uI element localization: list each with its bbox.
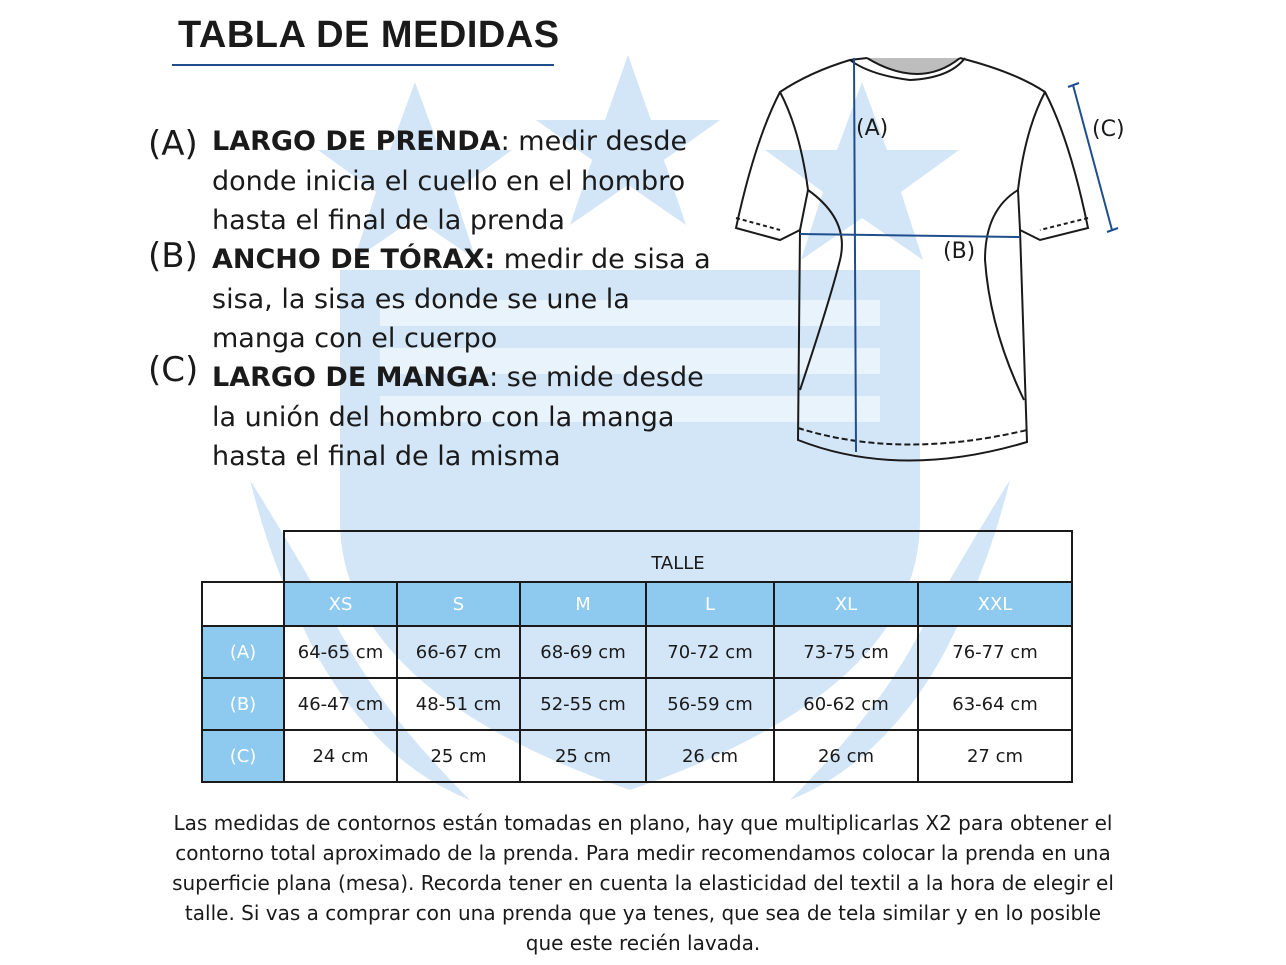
row-label: (B): [202, 678, 284, 730]
definition-c: [212, 358, 712, 477]
table-cell: 46-47 cm: [284, 678, 397, 730]
measurement-note: Las medidas de contornos están tomadas en plano, hay que multiplicarlas X2 para obtener el contorno total aproximado de la prenda. Para medir recomendamos colocar la prenda en una superficie plana (mesa). Recorda tener en cuenta la elasticidad del textil a la hora de elegir el talle. Si vas a comprar con una prenda que ya tenes, que sea de tela similar y en lo posible que este recién lavada.: [172, 811, 1114, 955]
table-cell: 73-75 cm: [774, 626, 918, 678]
table-cell: 26 cm: [774, 730, 918, 782]
tshirt-diagram: [728, 46, 1138, 480]
definition-letter-a: (A): [148, 124, 198, 164]
definition-sep: :: [500, 126, 510, 157]
diagram-label-a: (A): [856, 116, 889, 141]
definition-term: ANCHO DE TÓRAX:: [212, 244, 496, 275]
definition-term: LARGO DE PRENDA: [212, 126, 501, 157]
table-cell: 24 cm: [284, 730, 397, 782]
table-row: [202, 626, 1072, 678]
diagram-label-c: (C): [1092, 117, 1125, 142]
definition-sep: :: [489, 362, 499, 393]
table-cell: 26 cm: [646, 730, 774, 782]
size-header: M: [520, 582, 646, 626]
diagram-label-b: (B): [943, 239, 976, 264]
table-corner: [202, 582, 284, 626]
table-row: [202, 730, 1072, 782]
definition-b: [212, 240, 712, 359]
size-header: L: [646, 582, 774, 626]
table-cell: 64-65 cm: [284, 626, 397, 678]
title-underline: [172, 64, 554, 66]
size-table: [201, 530, 1073, 783]
table-cell: 66-67 cm: [397, 626, 520, 678]
table-corner-top: [202, 531, 284, 582]
size-header: XXL: [918, 582, 1072, 626]
definition-text: medir de sisa a sisa, la sisa es donde se une la manga con el cuerpo: [212, 244, 711, 354]
talle-header: TALLE: [284, 531, 1072, 582]
definition-term: LARGO DE MANGA: [212, 362, 490, 393]
table-cell: 27 cm: [918, 730, 1072, 782]
row-label: (C): [202, 730, 284, 782]
table-cell: 63-64 cm: [918, 678, 1072, 730]
table-cell: 52-55 cm: [520, 678, 646, 730]
table-cell: 76-77 cm: [918, 626, 1072, 678]
table-cell: 60-62 cm: [774, 678, 918, 730]
table-cell: 48-51 cm: [397, 678, 520, 730]
shirt-outline: [736, 58, 1088, 461]
measure-line-c: [1073, 85, 1112, 230]
table-cell: 56-59 cm: [646, 678, 774, 730]
definition-text: se mide desde la unión del hombro con la manga hasta el final de la misma: [212, 362, 704, 472]
definition-letter-c: (C): [148, 350, 199, 390]
size-header: XL: [774, 582, 918, 626]
table-cell: 70-72 cm: [646, 626, 774, 678]
table-cell: 25 cm: [397, 730, 520, 782]
table-cell: 68-69 cm: [520, 626, 646, 678]
definition-text: medir desde donde inicia el cuello en el hombro hasta el final de la prenda: [212, 126, 688, 236]
size-header: S: [397, 582, 520, 626]
table-cell: 25 cm: [520, 730, 646, 782]
page-title: TABLA DE MEDIDAS: [178, 14, 560, 56]
row-label: (A): [202, 626, 284, 678]
table-row: [202, 678, 1072, 730]
definition-letter-b: (B): [148, 236, 198, 276]
definition-a: [212, 122, 712, 241]
size-header: XS: [284, 582, 397, 626]
